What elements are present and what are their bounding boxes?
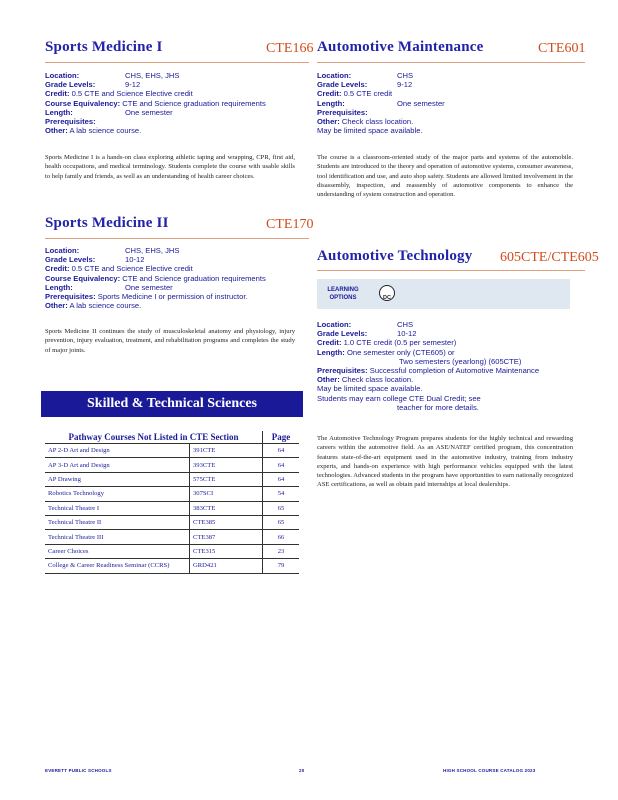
length-value: One semester only (CTE605) or [346, 347, 455, 357]
table-cell-code: CTE385 [190, 515, 263, 529]
credit-value: 0.5 CTE and Science Elective credit [71, 264, 193, 274]
table-cell-page: 65 [263, 501, 300, 515]
table-cell-code: 307SCI [190, 487, 263, 501]
course-info-block [45, 246, 309, 310]
credit-value: 1.0 CTE credit (0.5 per semester) [343, 338, 457, 348]
other-value-line2: May be limited space available. [317, 126, 423, 136]
table-header-course: Pathway Courses Not Listed in CTE Section [45, 431, 263, 444]
length-label: Length: [317, 98, 345, 108]
equivalency-value: CTE and Science graduation requirements [122, 98, 266, 108]
course-description: Sports Medicine I is a hands-on class exploring athletic taping and wrapping, CPR, first aid, health occupations, and medical terminology. Students complete the course with usable skills to help family and friends, as well as an understanding of health career choices. [45, 154, 295, 180]
other-value: Check class location. [341, 117, 414, 127]
table-row [45, 544, 299, 558]
table-cell-course: Robotics Technology [45, 487, 190, 501]
other-value: A lab science course. [69, 301, 142, 311]
prereq-label: Prerequisites: [45, 292, 96, 302]
other-value: A lab science course. [69, 126, 142, 136]
table-cell-course: AP 3-D Art and Design [45, 458, 190, 472]
credit-label: Credit: [317, 89, 342, 99]
grade-value: 9-12 [125, 80, 141, 90]
credit-label: Credit: [45, 264, 70, 274]
grade-value: 10-12 [397, 329, 417, 339]
table-cell-code: CTE387 [190, 530, 263, 544]
table-cell-course: Technical Theatre II [45, 515, 190, 529]
length-value: One semester [125, 107, 173, 117]
equivalency-label: Course Equivalency: [45, 273, 121, 283]
table-row [45, 559, 299, 573]
location-label: Location: [45, 246, 80, 255]
footer-left: EVERETT PUBLIC SCHOOLS [45, 768, 112, 773]
credit-value: 0.5 CTE credit [343, 89, 393, 99]
other-label: Other: [45, 301, 68, 311]
table-cell-code: 393CTE [190, 458, 263, 472]
location-value: CHS [397, 320, 414, 329]
table-cell-page: 23 [263, 544, 300, 558]
prereq-label: Prerequisites: [45, 117, 96, 127]
course-info-block [317, 71, 585, 135]
table-row [45, 501, 299, 515]
grade-label: Grade Levels: [45, 80, 96, 90]
credit-label: Credit: [45, 89, 70, 99]
prereq-label: Prerequisites: [317, 107, 368, 117]
location-value: CHS [397, 71, 414, 80]
title-rule [317, 62, 585, 63]
table-cell-code: 383CTE [190, 501, 263, 515]
table-cell-page: 64 [263, 458, 300, 472]
title-rule [45, 62, 309, 63]
course-title-sports-medicine-1: Sports Medicine I [45, 39, 163, 55]
dual-credit-icon [379, 285, 395, 301]
location-value: CHS, EHS, JHS [125, 246, 180, 255]
pathway-table [45, 431, 299, 574]
course-description: The course is a classroom-oriented study of the major parts and systems of the automobile. Students are introduced to the theory and operation of automotive systems, consumer awareness, tool identification and use, and auto shop safety. Students are allowed limited involvement in the disassembly, inspection, and reassembly of automotive components to enhance the understanding of system construction and operation. [317, 154, 573, 199]
table-cell-code: GRD421 [190, 559, 263, 573]
footer-right: HIGH SCHOOL COURSE CATALOG 2023 [443, 768, 536, 773]
prereq-label: Prerequisites: [317, 366, 368, 376]
prereq-value: Successful completion of Automotive Maintenance [369, 366, 540, 376]
length-value: One semester [125, 282, 173, 292]
credit-value: 0.5 CTE and Science Elective credit [71, 89, 193, 99]
equivalency-value: CTE and Science graduation requirements [122, 273, 266, 283]
course-description: Sports Medicine II continues the study of musculoskeletal anatomy and physiology, injury prevention, injury evaluation, treatment, and rehabilitation programs and completes the study of major joints. [45, 328, 295, 354]
table-row [45, 487, 299, 501]
section-banner: Skilled & Technical Sciences [41, 391, 303, 417]
title-rule [45, 238, 309, 239]
table-cell-code: CTE315 [190, 544, 263, 558]
table-cell-course: College & Career Readiness Seminar (CCRS) [45, 559, 190, 573]
other-label: Other: [45, 126, 68, 136]
table-row [45, 530, 299, 544]
grade-value: 9-12 [397, 80, 413, 90]
table-cell-page: 64 [263, 444, 300, 458]
learning-label-line1: LEARNING [327, 287, 359, 293]
table-row [45, 458, 299, 472]
table-header-page: Page [263, 431, 300, 444]
other-label: Other: [317, 117, 340, 127]
other-value-line4: teacher for more details. [397, 402, 479, 412]
grade-label: Grade Levels: [45, 255, 96, 265]
table-cell-course: AP 2-D Art and Design [45, 444, 190, 458]
table-row [45, 472, 299, 486]
grade-value: 10-12 [125, 255, 145, 265]
course-code: CTE166 [266, 41, 314, 56]
length-label: Length: [317, 347, 345, 357]
course-description: The Automotive Technology Program prepares students for the highly technical and rewarding careers within the automotive field. As an ASE/NATEF certified program, this concentration features state-of-the-art equipment used in the automotive industry, training from industry experts, and hands-on experience with high performance vehicles equipped with the latest technologies. Advanced students in the program have opportunities to earn nationally recognized ASE certifications, as well as obtain paid internships at local dealerships. [317, 435, 573, 489]
table-cell-page: 64 [263, 472, 300, 486]
location-label: Location: [317, 320, 352, 329]
other-value: Check class location. [341, 375, 414, 385]
course-code: CTE170 [266, 217, 314, 232]
table-cell-course: Career Choices [45, 544, 190, 558]
length-label: Length: [45, 282, 73, 292]
learning-options-label [323, 287, 363, 302]
dual-credit-icon-text: DC [383, 295, 391, 301]
title-rule [317, 270, 585, 271]
other-label: Other: [317, 375, 340, 385]
table-cell-code: 575CTE [190, 472, 263, 486]
other-value-line3: Students may earn college CTE Dual Credit; see [317, 393, 481, 403]
table-row [45, 444, 299, 458]
course-code: CTE601 [538, 41, 586, 56]
grade-label: Grade Levels: [317, 80, 368, 90]
length-value: One semester [397, 98, 445, 108]
length-label: Length: [45, 107, 73, 117]
table-cell-code: 391CTE [190, 444, 263, 458]
course-title-automotive-maintenance: Automotive Maintenance [317, 39, 484, 55]
prereq-value: Sports Medicine I or permission of instructor. [97, 292, 248, 302]
course-title-automotive-technology: Automotive Technology [317, 248, 473, 264]
table-cell-course: AP Drawing [45, 472, 190, 486]
location-value: CHS, EHS, JHS [125, 71, 180, 80]
length-value-line2: Two semesters (yearlong) (605CTE) [399, 356, 522, 366]
grade-label: Grade Levels: [317, 329, 368, 339]
course-info-block [317, 320, 585, 412]
other-value-line2: May be limited space available. [317, 384, 423, 394]
location-label: Location: [45, 71, 80, 80]
course-title-sports-medicine-2: Sports Medicine II [45, 215, 169, 231]
table-cell-course: Technical Theatre I [45, 501, 190, 515]
learning-options-box [317, 279, 570, 309]
table-cell-page: 65 [263, 515, 300, 529]
credit-label: Credit: [317, 338, 342, 348]
location-label: Location: [317, 71, 352, 80]
course-info-block [45, 71, 309, 135]
table-cell-page: 79 [263, 559, 300, 573]
table-cell-course: Technical Theatre III [45, 530, 190, 544]
footer-page-number: 20 [299, 768, 305, 773]
equivalency-label: Course Equivalency: [45, 98, 121, 108]
table-cell-page: 54 [263, 487, 300, 501]
table-cell-page: 66 [263, 530, 300, 544]
course-code: 605CTE/CTE605 [500, 250, 599, 265]
learning-label-line2: OPTIONS [329, 294, 357, 301]
table-row [45, 515, 299, 529]
